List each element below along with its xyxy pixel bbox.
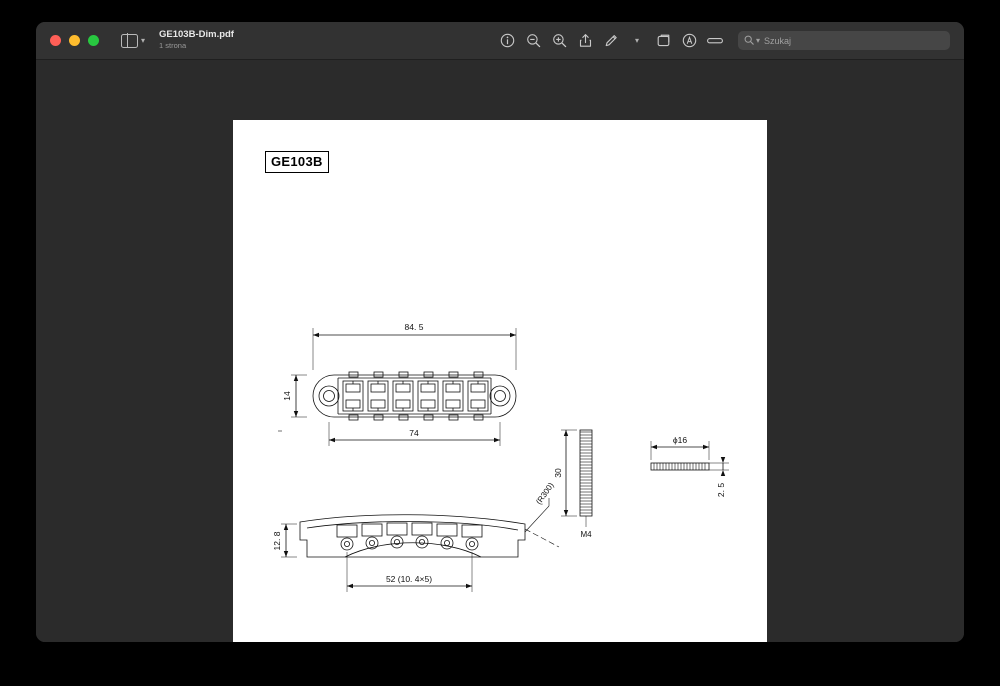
toolbar (494, 22, 950, 59)
traffic-lights (50, 35, 99, 46)
svg-text:(R300): (R300) (534, 480, 556, 507)
pdf-page (233, 120, 767, 642)
zoom-out-button[interactable] (520, 28, 546, 54)
document-info (159, 30, 234, 51)
sidebar-icon (121, 34, 138, 48)
search-field[interactable] (738, 31, 950, 50)
markup-dropdown[interactable] (624, 28, 650, 54)
svg-text:74: 74 (409, 428, 419, 438)
svg-text:12. 8: 12. 8 (272, 531, 282, 551)
sidebar-toggle-button[interactable] (121, 34, 145, 48)
search-scope-chevron: ▾ (756, 36, 761, 45)
search-placeholder: Szukaj (764, 35, 792, 46)
share-button[interactable] (572, 28, 598, 54)
document-canvas[interactable] (36, 60, 964, 642)
info-button[interactable] (494, 28, 520, 54)
svg-text:14: 14 (282, 391, 292, 401)
zoom-button[interactable] (88, 35, 99, 46)
svg-text:M4: M4 (580, 530, 592, 539)
zoom-in-button[interactable] (546, 28, 572, 54)
markup-button[interactable] (598, 28, 624, 54)
rotate-button[interactable] (650, 28, 676, 54)
highlight-button[interactable] (702, 28, 728, 54)
window-titlebar (36, 22, 964, 60)
preview-window (36, 22, 964, 642)
close-button[interactable] (50, 35, 61, 46)
svg-text:52 (10. 4×5): 52 (10. 4×5) (385, 574, 433, 584)
document-page-count: 1 strona (159, 41, 187, 51)
chevron-down-icon: ▾ (634, 35, 639, 45)
svg-text:2. 5: 2. 5 (716, 482, 726, 498)
chevron-down-icon: ▾ (141, 35, 146, 45)
svg-text:84. 5: 84. 5 (404, 322, 424, 332)
drawing-title-label: GE103B (265, 151, 329, 173)
technical-drawing (233, 120, 767, 642)
minimize-button[interactable] (69, 35, 80, 46)
document-title: GE103B-Dim.pdf (159, 29, 234, 41)
search-icon (744, 32, 754, 50)
svg-text:30: 30 (553, 468, 563, 478)
annotate-button[interactable] (676, 28, 702, 54)
svg-text:ϕ16: ϕ16 (672, 435, 688, 445)
